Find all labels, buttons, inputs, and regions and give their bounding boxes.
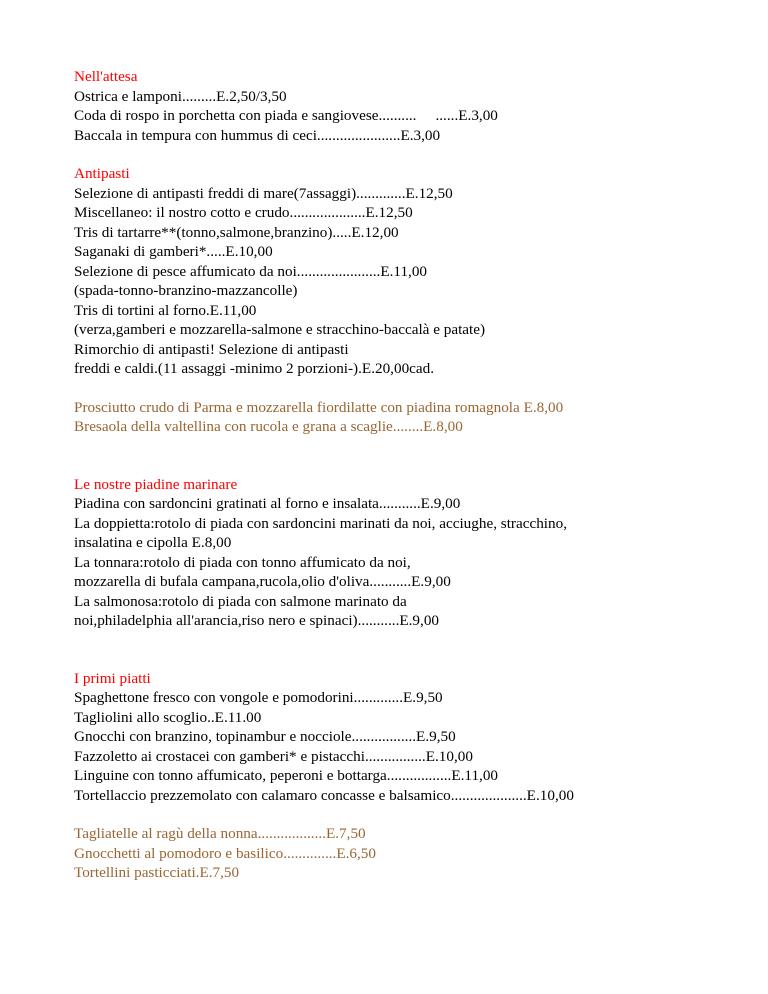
- section-tradizione: [74, 824, 754, 883]
- spacer: [74, 631, 754, 669]
- menu-item: Baccala in tempura con hummus di ceci......................E.3,00: [74, 126, 441, 144]
- menu-item: Tris di tartarre**(tonno,salmone,branzino).....E.12,00: [74, 223, 399, 241]
- menu-item: noi,philadelphia all'arancia,riso nero e spinaci)...........E.9,00: [74, 612, 440, 629]
- spacer: [74, 805, 754, 824]
- section-antipasti: [74, 164, 754, 379]
- menu-item-special: Gnocchetti al pomodoro e basilico..............E.6,50: [74, 844, 376, 862]
- menu-item-special: Prosciutto crudo di Parma e mozzarella fiordilatte con piadina romagnola E.8,00: [74, 398, 564, 416]
- section-nell-attesa: [74, 67, 754, 145]
- menu-item: Miscellaneo: il nostro cotto e crudo....................E.12,50: [74, 204, 413, 221]
- menu-item: Piadina con sardoncini gratinati al forno e insalata...........E.9,00: [74, 495, 461, 512]
- section-salumi: [74, 398, 754, 437]
- section-piadine: [74, 475, 754, 631]
- menu-item: Rimorchio di antipasti! Selezione di antipasti: [74, 340, 349, 358]
- section-title-antipasti: Antipasti: [74, 165, 130, 182]
- menu-item: La doppietta:rotolo di piada con sardoncini marinati da noi, acciughe, stracchino,: [74, 514, 568, 532]
- menu-item: Saganaki di gamberi*.....E.10,00: [74, 243, 273, 260]
- menu-item: insalatina e cipolla E.8,00: [74, 534, 232, 551]
- menu-item-note: (verza,gamberi e mozzarella-salmone e stracchino-baccalà e patate): [74, 321, 486, 338]
- section-title-nell-attesa: Nell'attesa: [74, 68, 138, 85]
- menu-document: [74, 67, 754, 883]
- menu-item: Tris di tortini al forno.E.11,00: [74, 301, 257, 319]
- menu-item: freddi e caldi.(11 assaggi -minimo 2 porzioni-).E.20,00cad.: [74, 360, 435, 377]
- menu-item: La salmonosa:rotolo di piada con salmone marinato da: [74, 592, 407, 610]
- section-title-piadine: Le nostre piadine marinare: [74, 475, 238, 493]
- menu-item-special: Tagliatelle al ragù della nonna..................E.7,50: [74, 825, 366, 842]
- menu-item-note: (spada-tonno-branzino-mazzancolle): [74, 282, 298, 299]
- spacer: [74, 379, 754, 398]
- menu-item: Selezione di pesce affumicato da noi......................E.11,00: [74, 262, 428, 280]
- spacer: [74, 437, 754, 475]
- menu-item: Spaghettone fresco con vongole e pomodorini.............E.9,50: [74, 689, 443, 706]
- menu-item: Selezione di antipasti freddi di mare(7assaggi).............E.12,50: [74, 184, 453, 202]
- section-title-primi: I primi piatti: [74, 669, 151, 687]
- menu-item: Tortellaccio prezzemolato con calamaro concasse e balsamico....................E.10,00: [74, 786, 574, 804]
- menu-item: Coda di rospo in porchetta con piada e sangiovese.......... ......E.3,00: [74, 107, 498, 124]
- menu-item: La tonnara:rotolo di piada con tonno affumicato da noi,: [74, 553, 411, 571]
- menu-item: Tagliolini allo scoglio..E.11.00: [74, 708, 262, 726]
- menu-item: Ostrica e lamponi.........E.2,50/3,50: [74, 87, 287, 105]
- menu-item: mozzarella di bufala campana,rucola,olio d'oliva...........E.9,00: [74, 573, 451, 590]
- menu-item: Linguine con tonno affumicato, peperoni e bottarga.................E.11,00: [74, 767, 499, 784]
- menu-item: Fazzoletto ai crostacei con gamberi* e pistacchi................E.10,00: [74, 747, 473, 765]
- menu-item-special: Tortellini pasticciati.E.7,50: [74, 864, 240, 881]
- menu-item-special: Bresaola della valtellina con rucola e grana a scaglie........E.8,00: [74, 418, 463, 435]
- spacer: [74, 145, 754, 164]
- menu-item: Gnocchi con branzino, topinambur e nocciole.................E.9,50: [74, 728, 456, 745]
- section-primi: [74, 669, 754, 806]
